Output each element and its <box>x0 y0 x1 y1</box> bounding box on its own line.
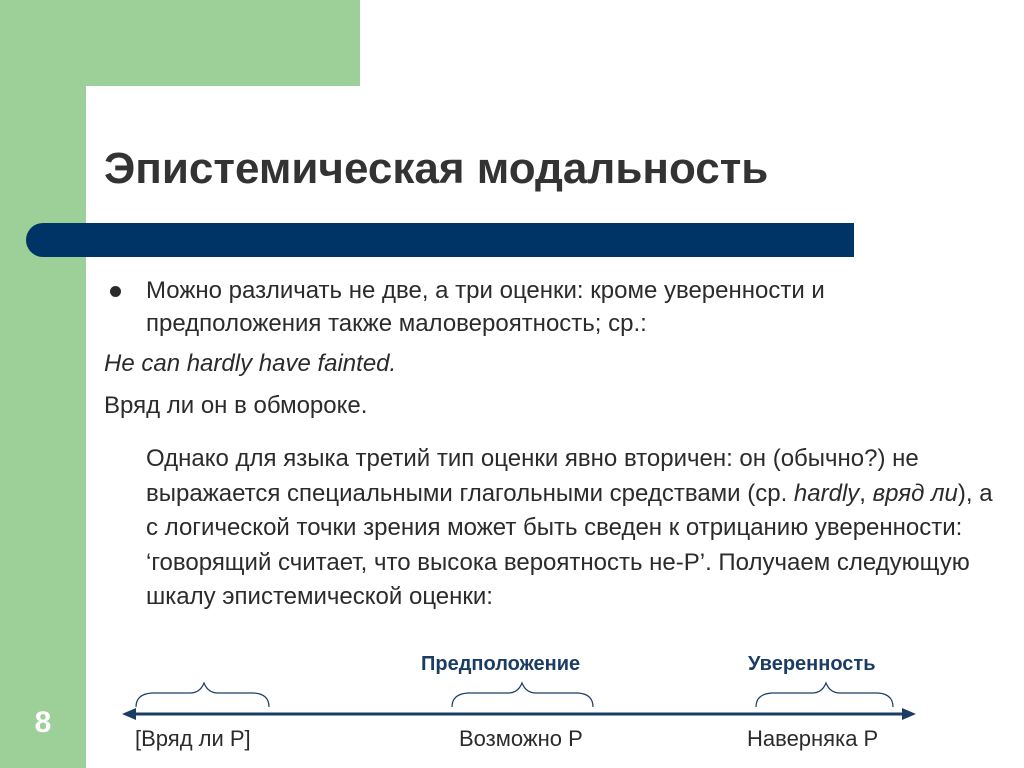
arrow-right-icon <box>902 708 916 720</box>
page-number: 8 <box>34 706 52 739</box>
scale-tick-certain: Наверняка P <box>747 726 879 751</box>
scale-tick-unlikely: [Вряд ли P] <box>135 726 251 751</box>
paragraph-part-1: Однако для языка третий тип оценки явно вторичен: он (обычно?) не выражается специальными глагольными средствами (ср. <box>146 445 919 507</box>
brace-right <box>756 683 893 707</box>
example-english: He can hardly have fainted. <box>104 350 397 377</box>
term-hardly: hardly <box>793 479 860 507</box>
scale-tick-possible: Возможно P <box>459 726 583 751</box>
scale-label-certainty: Уверенность <box>748 653 876 675</box>
example-russian: Вряд ли он в обмороке. <box>104 392 368 419</box>
scale-label-assumption: Предположение <box>421 653 581 675</box>
term-vryad-li: вряд ли <box>872 479 958 507</box>
paragraph-comma: , <box>859 479 873 507</box>
paragraph-part-2: ), а с логической точки зрения может быть сведен к отрицанию уверенности: ‘говорящий считает, что высока вероятность не-P’. Получаем следующую шкалу эпистемической оценки: <box>146 479 993 610</box>
arrow-left-icon <box>122 708 136 720</box>
brace-left <box>136 683 269 707</box>
bullet-text: Можно различать не две, а три оценки: кроме уверенности и предположения также маловероятность; ср.: <box>146 277 825 337</box>
slide-title: Эпистемическая модальность <box>104 144 769 193</box>
brace-middle <box>452 683 593 707</box>
